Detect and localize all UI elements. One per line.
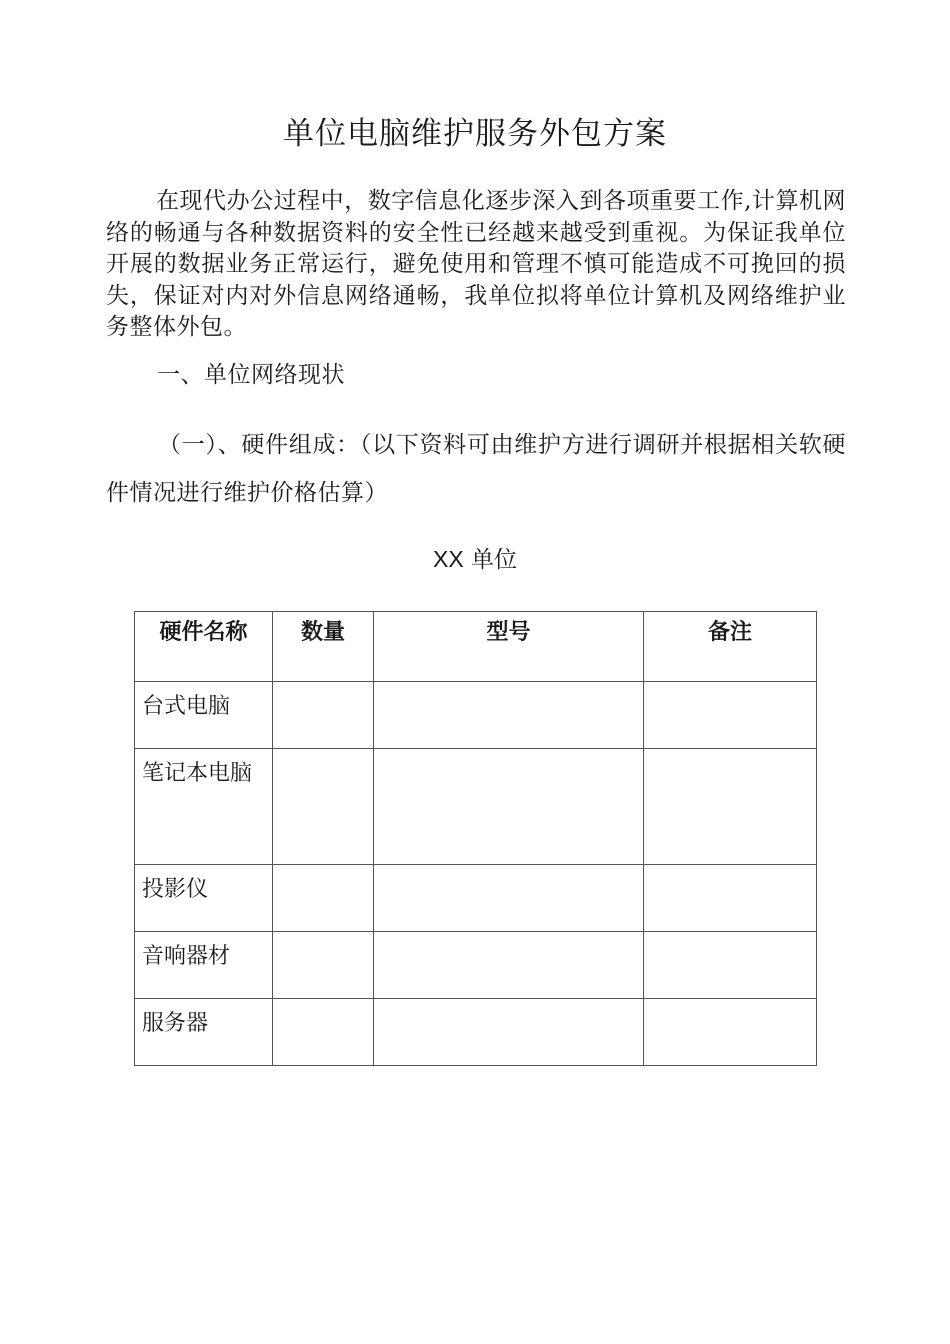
hardware-table: [134, 611, 817, 1066]
header-model: 型号: [374, 612, 644, 682]
remark-cell: [644, 865, 817, 932]
model-cell: [374, 865, 644, 932]
hardware-name-cell: 音响器材: [135, 932, 273, 999]
model-cell: [374, 749, 644, 865]
table-row: [135, 932, 817, 999]
model-cell: [374, 682, 644, 749]
quantity-cell: [273, 932, 374, 999]
document-title: 单位电脑维护服务外包方案: [283, 116, 667, 152]
remark-cell: [644, 999, 817, 1066]
table-row: [135, 682, 817, 749]
table-row: [135, 865, 817, 932]
header-quantity: 数量: [273, 612, 374, 682]
hardware-name-cell: 笔记本电脑: [135, 749, 273, 865]
table-row: [135, 999, 817, 1066]
quantity-cell: [273, 999, 374, 1066]
header-hardware-name: 硬件名称: [135, 612, 273, 682]
model-cell: [374, 932, 644, 999]
subsection-hardware-composition: （一）、硬件组成：（以下资料可由维护方进行调研并根据相关软硬件情况进行维护价格估算）: [106, 432, 846, 506]
quantity-cell: [273, 749, 374, 865]
header-remark: 备注: [644, 612, 817, 682]
hardware-name-cell: 服务器: [135, 999, 273, 1066]
quantity-cell: [273, 865, 374, 932]
table-caption-unit-code: XX: [433, 546, 464, 572]
hardware-name-cell: 投影仪: [135, 865, 273, 932]
table-header-row: [135, 612, 817, 682]
table-row: [135, 749, 817, 865]
intro-paragraph: 在现代办公过程中，数字信息化逐步深入到各项重要工作,计算机网络的畅通与各种数据资料的安全性已经越来越受到重视。为保证我单位开展的数据业务正常运行，避免使用和管理不慎可能造成不可挽回的损失，保证对内对外信息网络通畅，我单位拟将单位计算机及网络维护业务整体外包。: [106, 188, 846, 340]
section-heading-network-status: 一、单位网络现状: [157, 362, 345, 388]
remark-cell: [644, 682, 817, 749]
remark-cell: [644, 749, 817, 865]
model-cell: [374, 999, 644, 1066]
table-caption: [0, 542, 950, 577]
remark-cell: [644, 932, 817, 999]
hardware-name-cell: 台式电脑: [135, 682, 273, 749]
quantity-cell: [273, 682, 374, 749]
table-caption-unit-label: 单位: [471, 547, 517, 573]
